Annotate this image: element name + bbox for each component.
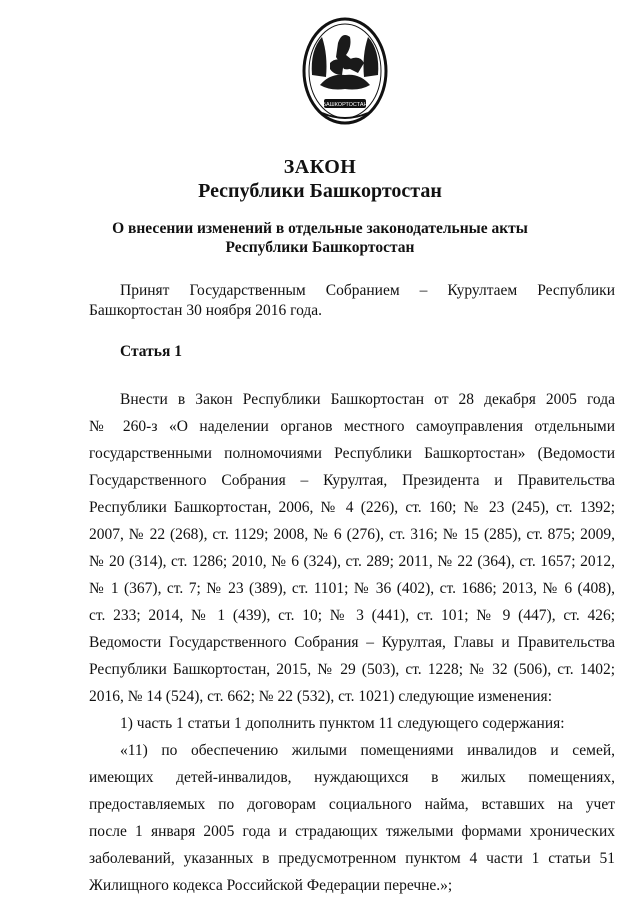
adopted-line-1: Принят Государственным Собранием – Курултаем Республики [120,282,615,299]
quoted-text-line: предоставляемых по договорам социального найма, вставших на учет [89,796,615,813]
emblem-ribbon-text: БАШКОРТОСТАН [322,102,368,108]
body-line: Ведомости Государственного Собрания – Курултая, Главы и Правительства [89,634,615,651]
body-line: государственными полномочиями Республики Башкортостан» (Ведомости [89,445,615,462]
body-line: № 1 (367), ст. 7; № 23 (389), ст. 1101; № 36 (402), ст. 1686; 2013, № 6 (408), [89,580,615,597]
amendment-point-1: 1) часть 1 статьи 1 дополнить пунктом 11 следующего содержания: [120,715,565,732]
coat-of-arms-icon [300,15,390,133]
body-line: Государственного Собрания – Курултая, Президента и Правительства [89,472,615,489]
law-title: ЗАКОН [283,156,357,178]
law-subtitle: Республики Башкортостан [198,180,442,202]
quoted-text-line: имеющих детей-инвалидов, нуждающихся в жилых помещениях, [89,769,615,786]
article-heading: Статья 1 [120,343,182,360]
body-line: ст. 233; 2014, № 1 (439), ст. 10; № 3 (441), ст. 101; № 9 (447), ст. 426; [89,607,615,624]
body-line: 2016, № 14 (524), ст. 662; № 22 (532), ст. 1021) следующие изменения: [89,688,552,705]
law-topic-line-2: Республики Башкортостан [225,239,415,256]
adopted-line-2: Башкортостан 30 ноября 2016 года. [89,302,323,319]
body-line: № 260-з «О наделении органов местного самоуправления отдельными [89,418,615,435]
quoted-text-line: Жилищного кодекса Российской Федерации перечне.»; [89,877,453,894]
quoted-text-line: после 1 января 2005 года и страдающих тяжелыми формами хронических [89,823,615,840]
body-line: № 20 (314), ст. 1286; 2010, № 6 (324), ст. 289; 2011, № 22 (364), ст. 1657; 2012, [89,553,615,570]
body-line: Республики Башкортостан, 2015, № 29 (503), ст. 1228; № 32 (506), ст. 1402; [89,661,615,678]
quoted-text-line: заболеваний, указанных в предусмотренном пунктом 4 части 1 статьи 51 [89,850,615,867]
law-topic-line-1: О внесении изменений в отдельные законодательные акты [112,220,528,237]
body-line: Республики Башкортостан, 2006, № 4 (226), ст. 160; № 23 (245), ст. 1392; [89,499,615,516]
body-line: Внести в Закон Республики Башкортостан от 28 декабря 2005 года [120,391,615,408]
quoted-text-line: «11) по обеспечению жилыми помещениями инвалидов и семей, [120,742,615,759]
body-line: 2007, № 22 (268), ст. 1129; 2008, № 6 (276), ст. 316; № 15 (285), ст. 875; 2009, [89,526,615,543]
